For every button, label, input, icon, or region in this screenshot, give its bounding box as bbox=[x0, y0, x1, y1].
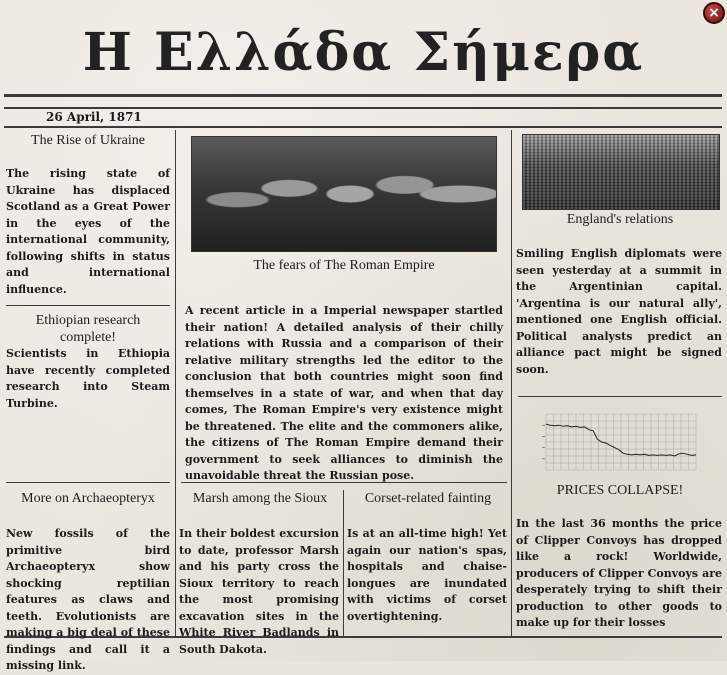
article-headline-prices: PRICES COLLAPSE! bbox=[556, 483, 684, 498]
article-body-roman: A recent article in a Imperial newspaper startled their nation! A detailed analysis of their chilly relations with Russia and a comparison of their relative military strengths led the editor to the conclusion that both countries might soon find themselves in a state of war, and when that day comes, The Roman Empire's very existence might be threatened. The elite and the commoners alike, the citizens of The Roman Empire demand their government to seek alliances to diminish the unavoidable threat the Russian pose. bbox=[185, 304, 503, 482]
column-divider-1 bbox=[175, 130, 176, 636]
price-chart bbox=[536, 410, 700, 474]
section-divider-left-2 bbox=[6, 482, 170, 483]
article-headline-roman: The fears of The Roman Empire bbox=[253, 258, 435, 273]
article-headline-sioux: Marsh among the Sioux bbox=[192, 491, 328, 506]
price-chart-grid bbox=[546, 414, 696, 470]
article-headline-archaeopteryx: More on Archaeopteryx bbox=[21, 491, 155, 506]
article-body-ukraine: The rising state of Ukraine has displaced Scotland as a Great Power in the eyes of the international community, following shifts in status and international influence. bbox=[6, 167, 170, 296]
date-rule-bottom bbox=[4, 126, 722, 128]
close-icon[interactable]: × bbox=[703, 2, 725, 24]
article-body-archaeopteryx: New fossils of the primitive bird Archaeopteryx show shocking reptilian features as claws and teeth. Evolutionists are making a big deal of these findings and call it a missing link. bbox=[6, 527, 170, 672]
article-body-corset: Is at an all-time high! Yet again our nation's spas, hospitals and chaise-longues are inundated with victims of corset overtightening. bbox=[347, 527, 507, 623]
article-headline-corset: Corset-related fainting bbox=[364, 491, 492, 506]
section-divider-right bbox=[518, 396, 722, 397]
article-headline-england: England's relations bbox=[566, 212, 674, 227]
article-body-prices: In the last 36 months the price of Clipper Convoys has dropped like a rock! Worldwide, producers of Clipper Convoys are desperately trying to shift their production to other goods to make up for their losses bbox=[516, 517, 722, 629]
article-body-ethiopia: Scientists in Ethiopia have recently completed research into Steam Turbine. bbox=[6, 347, 170, 410]
article-body-england: Smiling English diplomats were seen yesterday at a summit in the Argentinian capital. 'Argentina is our natural ally', mentioned one English official. Political analysts predict an alliance pact might be signed soon. bbox=[516, 247, 722, 376]
date-rule-top bbox=[4, 107, 722, 109]
issue-date: 26 April, 1871 bbox=[46, 110, 142, 124]
article-headline-ethiopia: Ethiopian research complete! bbox=[35, 313, 141, 345]
article-headline-ukraine: The Rise of Ukraine bbox=[31, 133, 145, 148]
column-divider-3 bbox=[343, 490, 344, 636]
article-body-sioux: In their boldest excursion to date, professor Marsh and his party cross the Sioux territory to reach the most promising excavation sites in the White River Badlands in South Dakota. bbox=[179, 527, 339, 656]
masthead-rule-top bbox=[4, 94, 722, 97]
crowd-photo bbox=[522, 134, 720, 210]
column-divider-2 bbox=[511, 130, 512, 636]
price-chart-ticks bbox=[542, 425, 545, 459]
newspaper-masthead: Η Ελλάδα Σήμερα bbox=[82, 22, 645, 83]
section-divider-left-1 bbox=[6, 305, 170, 306]
soldiers-photo bbox=[191, 136, 497, 252]
